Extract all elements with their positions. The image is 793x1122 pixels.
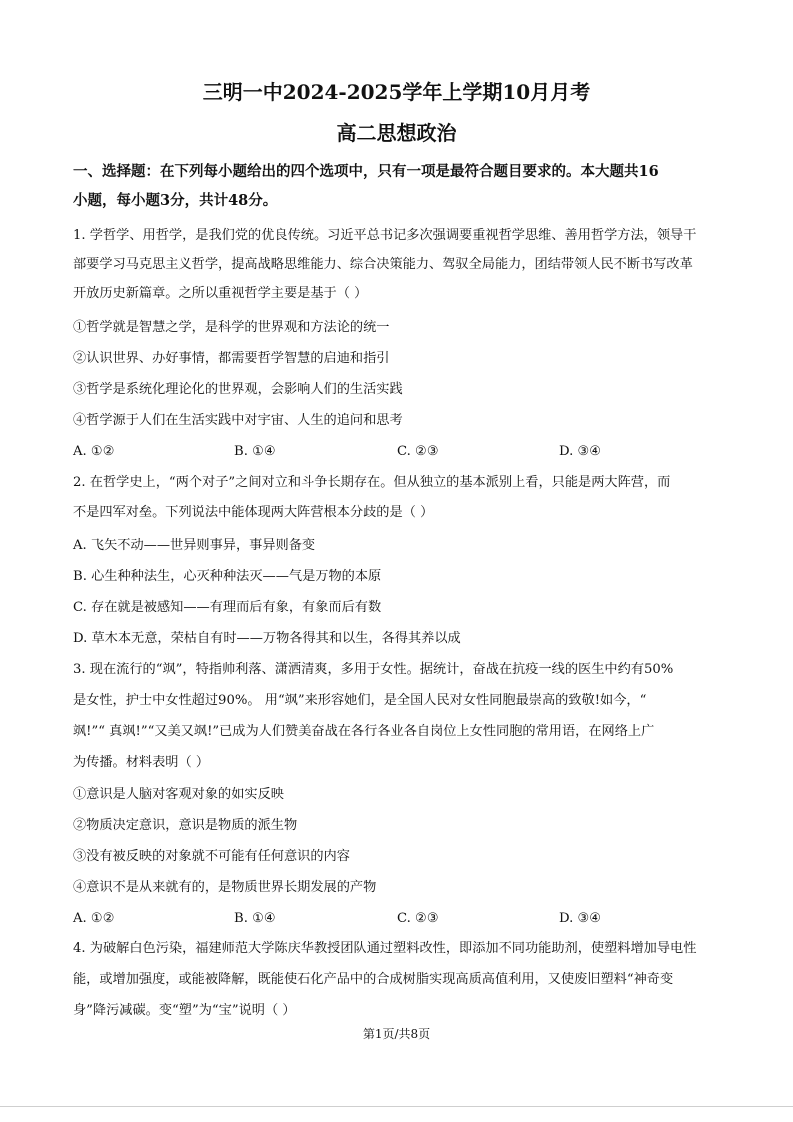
q1-option-a: A. ①② <box>73 444 115 459</box>
q1-option-d: D. ③④ <box>559 444 602 459</box>
q3-stem-line3: 飒!”“ 真飒!”“又美又飒!”已成为人们赞美奋战在各行各业各自岗位上女性同胞的常用语，在网络上广 <box>73 724 655 739</box>
q3-option-a: A. ①② <box>73 911 115 926</box>
q3-stem-line4: 为传播。材料表明（ ） <box>73 755 210 770</box>
q3-stem-line1: 3. 现在流行的“飒”，特指帅利落、潇洒清爽，多用于女性。据统计，奋战在抗疫一线的医生中约有50% <box>73 662 674 677</box>
q2-stem-line1: 2. 在哲学史上，“两个对子”之间对立和斗争长期存在。但从独立的基本派别上看，只能是两大阵营，而 <box>73 475 671 490</box>
q4-stem-line1: 4. 为破解白色污染，福建师范大学陈庆华教授团队通过塑料改性，即添加不同功能助剂，使塑料增加导电性 <box>73 941 697 956</box>
q3-option-b: B. ①④ <box>234 911 276 926</box>
q3-stem-line2: 是女性，护士中女性超过90%。 用“飒”来形容她们，是全国人民对女性同胞最崇高的致敬!如今，“ <box>73 693 647 708</box>
q3-option-d: D. ③④ <box>559 911 602 926</box>
q3-statement-4: ④意识不是从来就有的，是物质世界长期发展的产物 <box>73 880 377 895</box>
page-bottom-divider <box>0 1106 793 1107</box>
q3-option-c: C. ②③ <box>397 911 439 926</box>
section-heading-line2: 小题，每小题3分，共计48分。 <box>73 192 278 209</box>
q1-stem-line3: 开放历史新篇章。之所以重视哲学主要是基于（ ） <box>73 286 368 301</box>
q3-statement-3: ③没有被反映的对象就不可能有任何意识的内容 <box>73 849 350 864</box>
q2-option-b: B. 心生种种法生，心灭种种法灭——气是万物的本原 <box>73 569 382 584</box>
q1-option-c: C. ②③ <box>397 444 439 459</box>
q2-option-a: A. 飞矢不动——世异则事异，事异则备变 <box>73 538 316 553</box>
q1-stem-line2: 部要学习马克思主义哲学，提高战略思维能力、综合决策能力、驾驭全局能力，团结带领人民不断书写改革 <box>73 257 693 272</box>
exam-subject: 高二思想政治 <box>336 121 457 145</box>
page-number: 第1页/共8页 <box>362 1027 431 1041</box>
exam-title: 三明一中2024-2025学年上学期10月月考 <box>202 80 591 104</box>
q3-statement-2: ②物质决定意识，意识是物质的派生物 <box>73 818 298 833</box>
q1-stem-line1: 1. 学哲学、用哲学，是我们党的优良传统。习近平总书记多次强调要重视哲学思维、善用哲学方法，领导干 <box>73 228 697 243</box>
q1-statement-3: ③哲学是系统化理论化的世界观，会影响人们的生活实践 <box>73 382 403 397</box>
q1-statement-4: ④哲学源于人们在生活实践中对宇宙、人生的追问和思考 <box>73 413 403 428</box>
q1-option-b: B. ①④ <box>234 444 276 459</box>
q2-option-d: D. 草木本无意，荣枯自有时——万物各得其和以生，各得其养以成 <box>73 631 461 646</box>
q1-statement-1: ①哲学就是智慧之学，是科学的世界观和方法论的统一 <box>73 320 390 335</box>
q2-stem-line2: 不是四军对垒。下列说法中能体现两大阵营根本分歧的是（ ） <box>73 505 434 520</box>
section-heading-line1: 一、选择题：在下列每小题给出的四个选项中，只有一项是最符合题目要求的。本大题共16 <box>73 163 659 180</box>
q3-statement-1: ①意识是人脑对客观对象的如实反映 <box>73 787 284 802</box>
q4-stem-line2: 能，或增加强度，或能被降解，既能使石化产品中的合成树脂实现高质高值利用，又使废旧塑料“神奇变 <box>73 972 674 987</box>
q1-statement-2: ②认识世界、办好事情，都需要哲学智慧的启迪和指引 <box>73 351 390 366</box>
q4-stem-line3: 身”降污减碳。变“塑”为“宝”说明（ ） <box>73 1003 296 1018</box>
q2-option-c: C. 存在就是被感知——有理而后有象，有象而后有数 <box>73 600 382 615</box>
